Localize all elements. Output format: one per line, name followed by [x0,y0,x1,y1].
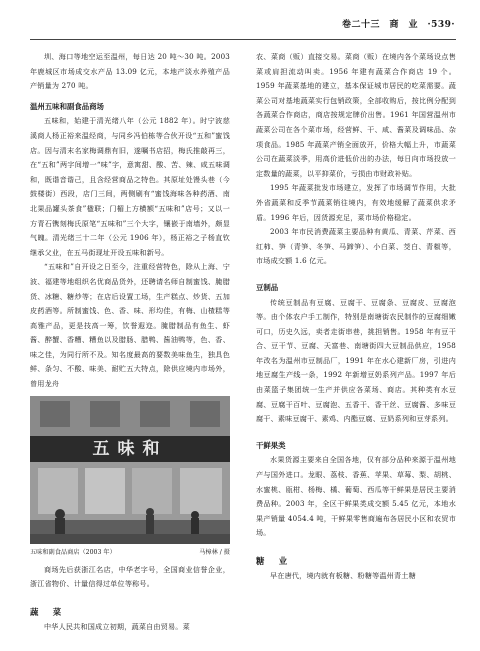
running-head: 卷二十三 商 业 ·539· [341,20,455,30]
vegetable-paragraph-4: 2003 年市民消费蔬菜主要品种有黄瓜、青菜、芹菜、西红柿、笋（青笋、冬笋、马蹄笋）、小白菜、茭白、青椒等，市场成交额 1.6 亿元。 [256,227,456,266]
wuwei-paragraph-2: “五味和”自开设之日至今，注重经营特色，除从上海、宁波、福建等地组织名优商品货外，还聘请名师自制蜜饯、腌腊货、冰糖、糖炒等；在店后设置工场，生产糕点、炒货、五加皮药酒等。所制蜜饯、色、香、味、形均佳，有梅、山楂糕等高雅产品，更是技高一筹，饮誉遐迩。腌腊制品有鱼生、虾酱、醉蟹、香糟、糟鱼以及腊肠、腊鸭、酱油鸭等，色、香、味之佳，为同行所不及。知名度最高的要数美味鱼生，独具色鲜、条匀、不酸、味美、耐贮五大特点，除供应境内市场外，曾用龙舟 [30,262,230,389]
soy-paragraph-1: 传统豆制品有豆腐、豆腐干、豆腐条、豆腐皮、豆腐泡等。由个体农户手工制作，特别是南塘街农民制作的豆腐细嫩可口，历史久远，卖者走街串巷，挑担销售。1958 年有豆干合、豆干节、豆腐、天富巷、南塘街四大豆制品供应，1958 年改名为温州市豆制品厂，1991 年在水心建新厂房，引进内地豆腐生产线一条，1992 年新增豆奶系列产品。1997 年后由菜篮子集团统一生产并供应各菜场、商店。其种类有水豆腐、豆腐干百叶、豆腐泡、五香干、香干丝、豆腐酱、多味豆腐干、素味豆腐干、素鸡、内酯豆腐、豆奶系列和豆芽系列。 [256,297,456,424]
section-heading-fruit: 干鲜果类 [256,440,286,450]
intro-paragraph: 圳、海口等地空运至温州，每日达 20 吨～30 吨。2003 年鹿城区市场成交水产品 13.09 亿元，本地产淡水养殖产品产销量为 270 吨。 [30,52,230,91]
vegetable-paragraph-1: 中华人民共和国成立初期，蔬菜自由贸易。菜 [44,621,190,631]
section-heading-sugar: 糖 业 [256,556,291,566]
vegetable-paragraph-2: 农、菜商（贩）直接交易。菜商（贩）在境内各个菜场设点售菜或肩担流动叫卖。1956 年建有蔬菜合作商店 19 个。1959 年蔬菜基地的建立，基本保证城市居民的吃菜需要。蔬菜公司对基地蔬菜实行包销政策，全部收购后，按比例分配到各蔬菜合作商店，商店按规定牌价出售。1961 年国营温州市蔬菜公司在各个菜市场，经营鲜、干、咸、酱菜及调味品、杂项食品。1985 年蔬菜产销全面放开，价格大幅上升，市蔬菜公司在蔬菜淡季，用高价进低价出的办法，每日向市场投放一定数量的蔬菜，以平抑菜价，亏损由市财政补贴。 [256,52,456,178]
right-column [256,50,456,648]
photo-credit: 马樟林 / 摄 [199,548,230,556]
caption-text: 五味和副食品商店（2003 年） [30,548,116,556]
wuwei-paragraph-1: 五味和，始建于清光绪八年（公元 1882 年）。时宁波慈溪商人杨正裕来温经商，与同乡冯伯栋等合伙开设“五和”蜜饯店。因与清末名家梅调鼎有旧，遂嘱书店招，梅氏推敲再三，在“五和”两字间增一“味”字，意寓甜、酸、苦、辣、咸五味调和，既谐音谐己，且含经营商品之特色。其原址处馒头巷（今鼓楼街）西段，店门三间，两侧刷有“蜜饯海味各种药酒、南北果品罐头茶食”楹联；门楣上方横额“五味和”店号；又以一方青石镌刻梅氏原笔“五味和”三个大字，镶嵌于南墙外，颇显气魄。清光绪三十二年（公元 1906 年），杨正裕之子杨直钦继承父业，在五马街现址开设五味和新号。 [30,116,230,257]
shop-sign-text: 五味和 [92,438,168,459]
sugar-paragraph-1: 早在唐代，境内就有板糖、粉糖等温州青土糖 [270,571,416,580]
header-rule [30,39,456,40]
section-heading-soy: 豆制品 [256,282,279,292]
section-heading-vegetable: 蔬 菜 [30,606,65,617]
vegetable-paragraph-3: 1995 年蔬菜批发市场建立，发挥了市场调节作用，大批外省蔬菜和反季节蔬菜销往境内，有效地缓解了蔬菜供求矛盾。1996 年后，因货源充足，菜市场价格稳定。 [256,183,456,222]
photo-caption [30,547,230,559]
section-heading-wuwei: 温州五味和副食品商场 [30,101,104,111]
storefront-photo [30,396,230,544]
page-header [300,17,455,33]
wuwei-paragraph-3: 商场先后获浙江名店，中华老字号，全国商业信誉企业，浙江省物价、计量信得过单位等称号。 [30,564,230,589]
left-column [30,50,230,648]
fruit-paragraph-1: 水果货源主要来自全国各地，仅有部分品种来源于温州地产与国外进口。龙眼、荔枝、香蕉、苹果、草莓、梨、胡桃、水蜜桃、瓯柑、杨梅、橘、葡萄、西瓜等干鲜果是居民主要消费品种。2003 年，全区干鲜果类成交额 5.45 亿元，本地水果产销量 4054.4 吨，干鲜果零售商遍布各居民小区和农贸市场。 [256,455,456,538]
